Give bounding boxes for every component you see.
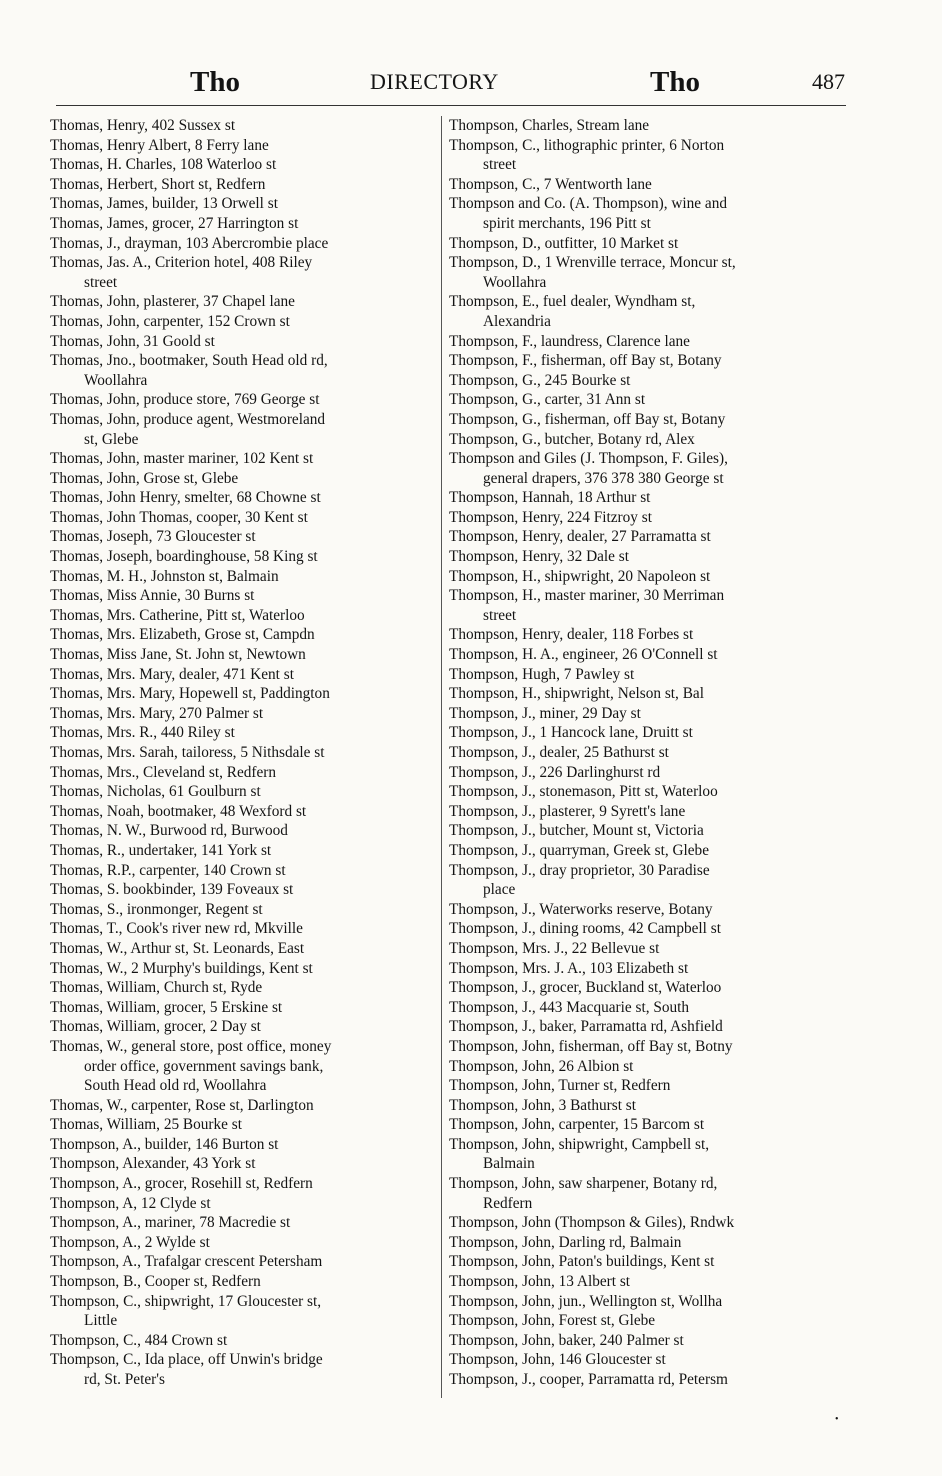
directory-entry: Thomas, Miss Annie, 30 Burns st — [50, 587, 255, 605]
directory-entry: Thomas, M. H., Johnston st, Balmain — [50, 567, 279, 585]
directory-entry: Thompson, Mrs. J. A., 103 Elizabeth st — [449, 959, 689, 977]
directory-entry: Thompson, John, 146 Gloucester st — [449, 1351, 666, 1369]
directory-entry: Thompson, Henry, dealer, 118 Forbes st — [449, 626, 694, 644]
directory-entry: Thomas, John, produce store, 769 George st — [50, 391, 320, 409]
entry-continuation: st, Glebe — [84, 430, 139, 448]
print-mark: • — [835, 1414, 839, 1425]
directory-entry: Thomas, Joseph, 73 Gloucester st — [50, 528, 256, 546]
left-guide-word: Tho — [190, 66, 240, 98]
directory-entry: Thomas, Joseph, boardinghouse, 58 King st — [50, 548, 318, 566]
directory-entry: Thompson, J., quarryman, Greek st, Glebe — [449, 841, 709, 859]
directory-entry: Thompson, A., grocer, Rosehill st, Redfern — [50, 1175, 313, 1193]
directory-entry: Thompson, J., dealer, 25 Bathurst st — [449, 744, 669, 761]
directory-entry: Thompson, John, carpenter, 15 Barcom st — [449, 1116, 705, 1134]
directory-entry: Thompson, Charles, Stream lane — [449, 117, 650, 134]
directory-entry: Thomas, William, Church st, Ryde — [50, 979, 263, 997]
directory-entry: Thomas, Herbert, Short st, Redfern — [50, 175, 266, 193]
directory-entry: Thompson, J., stonemason, Pitt st, Waterloo — [449, 783, 718, 801]
directory-entry: Thompson, A., builder, 146 Burton st — [50, 1135, 279, 1153]
directory-entry: Thompson, John, baker, 240 Palmer st — [449, 1331, 684, 1349]
directory-entry: Thompson, Hannah, 18 Arthur st — [449, 489, 651, 507]
directory-entry: Thompson, J., Waterworks reserve, Botany — [449, 900, 713, 918]
entry-continuation: general drapers, 376 378 380 George st — [483, 469, 724, 487]
directory-entry: Thompson, John (Thompson & Giles), Rndwk — [449, 1214, 735, 1232]
entry-continuation: rd, St. Peter's — [84, 1371, 165, 1388]
directory-entry: Thompson, G., fisherman, off Bay st, Botany — [449, 410, 726, 428]
directory-entry: Thomas, S., ironmonger, Regent st — [50, 900, 263, 918]
directory-entry: Thompson, D., 1 Wrenville terrace, Moncur st, — [449, 254, 736, 272]
directory-entry: Thompson, J., 1 Hancock lane, Druitt st — [449, 724, 693, 742]
directory-entry: Thompson, Mrs. J., 22 Bellevue st — [449, 939, 660, 957]
directory-entry: Thompson, John, 3 Bathurst st — [449, 1096, 636, 1114]
directory-entry: Thompson, John, saw sharpener, Botany rd, — [449, 1175, 718, 1193]
column-divider — [441, 116, 442, 1398]
entry-continuation: Balmain — [483, 1155, 535, 1173]
directory-entry: Thomas, William, 25 Bourke st — [50, 1116, 242, 1134]
directory-entry: Thompson, John, Turner st, Redfern — [449, 1077, 671, 1095]
directory-entry: Thompson, John, Paton's buildings, Kent st — [449, 1253, 715, 1271]
directory-entry: Thompson and Co. (A. Thompson), wine and — [449, 195, 728, 213]
entry-continuation: spirit merchants, 196 Pitt st — [483, 214, 651, 232]
directory-entry: Thompson, J., grocer, Buckland st, Waterloo — [449, 979, 722, 997]
directory-entry: Thompson, J., butcher, Mount st, Victoria — [449, 822, 704, 840]
entry-continuation: South Head old rd, Woollahra — [84, 1077, 267, 1095]
directory-entry: Thomas, Mrs. Mary, dealer, 471 Kent st — [50, 665, 294, 683]
directory-entry: Thomas, John, produce agent, Westmoreland — [50, 410, 326, 428]
directory-entry: Thompson, Henry, dealer, 27 Parramatta st — [449, 528, 711, 546]
directory-entry: Thompson, John, 26 Albion st — [449, 1057, 634, 1075]
directory-entry: Thomas, John, carpenter, 152 Crown st — [50, 312, 290, 330]
entry-continuation: street — [483, 606, 517, 624]
directory-entry: Thompson, A., Trafalgar crescent Petersham — [50, 1253, 323, 1271]
directory-entry: Thomas, William, grocer, 5 Erskine st — [50, 998, 283, 1016]
directory-entry: Thompson, John, 13 Albert st — [449, 1273, 631, 1291]
directory-entry: Thompson, F., fisherman, off Bay st, Botany — [449, 352, 722, 370]
directory-entry: Thomas, R.P., carpenter, 140 Crown st — [50, 861, 286, 879]
directory-entry: Thomas, W., 2 Murphy's buildings, Kent st — [50, 959, 313, 977]
entry-continuation: Woollahra — [84, 371, 148, 389]
directory-entry: Thomas, T., Cook's river new rd, Mkville — [50, 920, 303, 938]
directory-entry: Thomas, Mrs. Mary, Hopewell st, Paddington — [50, 685, 330, 703]
directory-entry: Thompson, C., shipwright, 17 Gloucester st, — [50, 1292, 322, 1310]
directory-entry: Thompson, A, 12 Clyde st — [50, 1194, 211, 1212]
directory-entry: Thomas, John, master mariner, 102 Kent st — [50, 450, 314, 468]
directory-entry: Thompson, B., Cooper st, Redfern — [50, 1273, 261, 1291]
entry-continuation: Redfern — [483, 1194, 533, 1212]
left-column — [50, 116, 435, 1390]
directory-entry: Thompson, J., dining rooms, 42 Campbell st — [449, 920, 721, 938]
directory-entry: Thomas, S. bookbinder, 139 Foveaux st — [50, 881, 294, 899]
directory-entry: Thomas, Henry, 402 Sussex st — [50, 117, 236, 134]
directory-entry: Thomas, Henry Albert, 8 Ferry lane — [50, 136, 269, 154]
header-rule — [56, 105, 846, 106]
directory-entry: Thompson, J., cooper, Parramatta rd, Petersm — [449, 1371, 728, 1388]
directory-entry: Thomas, Miss Jane, St. John st, Newtown — [50, 646, 306, 664]
directory-entry: Thompson, E., fuel dealer, Wyndham st, — [449, 293, 696, 311]
directory-entry: Thompson, J., 443 Macquarie st, South — [449, 998, 690, 1016]
directory-entry: Thomas, James, grocer, 27 Harrington st — [50, 214, 299, 232]
directory-entry: Thomas, J., drayman, 103 Abercrombie place — [50, 234, 329, 252]
directory-entry: Thompson, H., shipwright, Nelson st, Bal — [449, 685, 704, 703]
directory-entry: Thomas, John, plasterer, 37 Chapel lane — [50, 293, 295, 311]
directory-entry: Thomas, Mrs. Elizabeth, Grose st, Campdn — [50, 626, 315, 644]
directory-entry: Thomas, James, builder, 13 Orwell st — [50, 195, 278, 213]
directory-entry: Thomas, W., Arthur st, St. Leonards, East — [50, 939, 305, 957]
directory-entry: Thompson, D., outfitter, 10 Market st — [449, 234, 679, 252]
directory-entry: Thompson, John, Darling rd, Balmain — [449, 1233, 682, 1251]
entry-continuation: street — [483, 156, 517, 174]
directory-entry: Thompson, J., miner, 29 Day st — [449, 704, 641, 722]
directory-entry: Thompson, Hugh, 7 Pawley st — [449, 665, 635, 683]
directory-entry: Thompson, C., lithographic printer, 6 Norton — [449, 136, 725, 154]
directory-entry: Thomas, Mrs. Sarah, tailoress, 5 Nithsdale st — [50, 744, 325, 761]
entry-continuation: order office, government savings bank, — [84, 1057, 324, 1075]
directory-entry: Thompson, John, fisherman, off Bay st, Botny — [449, 1037, 733, 1055]
directory-entry: Thomas, Nicholas, 61 Goulburn st — [50, 783, 261, 801]
directory-entry: Thomas, Mrs. Catherine, Pitt st, Waterloo — [50, 606, 305, 624]
directory-entry: Thompson, John, shipwright, Campbell st, — [449, 1135, 710, 1153]
directory-entry: Thompson, H., master mariner, 30 Merriman — [449, 587, 725, 605]
directory-entry: Thompson, John, Forest st, Glebe — [449, 1312, 656, 1330]
directory-entry: Thompson, G., carter, 31 Ann st — [449, 391, 646, 409]
entry-continuation: Woollahra — [483, 273, 547, 291]
directory-entry: Thomas, John Henry, smelter, 68 Chowne st — [50, 489, 321, 507]
entry-continuation: place — [483, 881, 516, 899]
directory-entry: Thompson, F., laundress, Clarence lane — [449, 332, 690, 350]
directory-entry: Thompson and Giles (J. Thompson, F. Giles), — [449, 450, 728, 468]
right-column — [449, 116, 849, 1390]
directory-entry: Thomas, Noah, bootmaker, 48 Wexford st — [50, 802, 307, 820]
directory-entry: Thompson, C., 7 Wentworth lane — [449, 175, 652, 193]
directory-entry: Thomas, John, 31 Goold st — [50, 332, 215, 350]
running-header — [0, 62, 942, 102]
directory-entry: Thompson, A., mariner, 78 Macredie st — [50, 1214, 291, 1232]
directory-entry: Thomas, Jas. A., Criterion hotel, 408 Riley — [50, 254, 313, 272]
directory-entry: Thompson, H. A., engineer, 26 O'Connell st — [449, 646, 718, 664]
directory-entry: Thomas, N. W., Burwood rd, Burwood — [50, 822, 288, 840]
entry-continuation: Little — [84, 1312, 118, 1330]
directory-entry: Thomas, W., carpenter, Rose st, Darlington — [50, 1096, 314, 1114]
directory-entry: Thompson, G., 245 Bourke st — [449, 371, 631, 389]
directory-entry: Thomas, John Thomas, cooper, 30 Kent st — [50, 508, 308, 526]
directory-entry: Thompson, J., dray proprietor, 30 Paradise — [449, 861, 710, 879]
directory-entry: Thompson, C., Ida place, off Unwin's bridge — [50, 1351, 323, 1369]
directory-entry: Thompson, J., baker, Parramatta rd, Ashfield — [449, 1018, 723, 1036]
directory-entry: Thomas, Mrs. R., 440 Riley st — [50, 724, 235, 742]
directory-entry: Thompson, John, jun., Wellington st, Wollha — [449, 1292, 723, 1310]
directory-entry: Thompson, J., 226 Darlinghurst rd — [449, 763, 661, 781]
directory-entry: Thompson, Alexander, 43 York st — [50, 1155, 256, 1173]
page-number: 487 — [812, 69, 845, 94]
directory-entry: Thompson, G., butcher, Botany rd, Alex — [449, 430, 695, 448]
directory-entry: Thomas, Jno., bootmaker, South Head old rd, — [50, 352, 328, 370]
page-title: DIRECTORY — [370, 69, 499, 94]
entry-continuation: Alexandria — [483, 312, 551, 330]
directory-entry: Thompson, J., plasterer, 9 Syrett's lane — [449, 802, 686, 820]
directory-entry: Thomas, Mrs., Cleveland st, Redfern — [50, 763, 277, 781]
directory-entry: Thomas, John, Grose st, Glebe — [50, 469, 239, 487]
directory-entry: Thompson, A., 2 Wylde st — [50, 1233, 210, 1251]
entry-continuation: street — [84, 273, 118, 291]
directory-entry: Thomas, H. Charles, 108 Waterloo st — [50, 156, 277, 174]
directory-entry: Thomas, R., undertaker, 141 York st — [50, 841, 272, 859]
directory-entry: Thompson, C., 484 Crown st — [50, 1331, 228, 1349]
right-guide-word: Tho — [650, 66, 700, 98]
directory-entry: Thomas, W., general store, post office, money — [50, 1037, 332, 1055]
directory-entry: Thomas, William, grocer, 2 Day st — [50, 1018, 261, 1036]
directory-entry: Thompson, H., shipwright, 20 Napoleon st — [449, 567, 711, 585]
directory-entry: Thompson, Henry, 32 Dale st — [449, 548, 629, 566]
directory-entry: Thompson, Henry, 224 Fitzroy st — [449, 508, 652, 526]
directory-entry: Thomas, Mrs. Mary, 270 Palmer st — [50, 704, 264, 722]
